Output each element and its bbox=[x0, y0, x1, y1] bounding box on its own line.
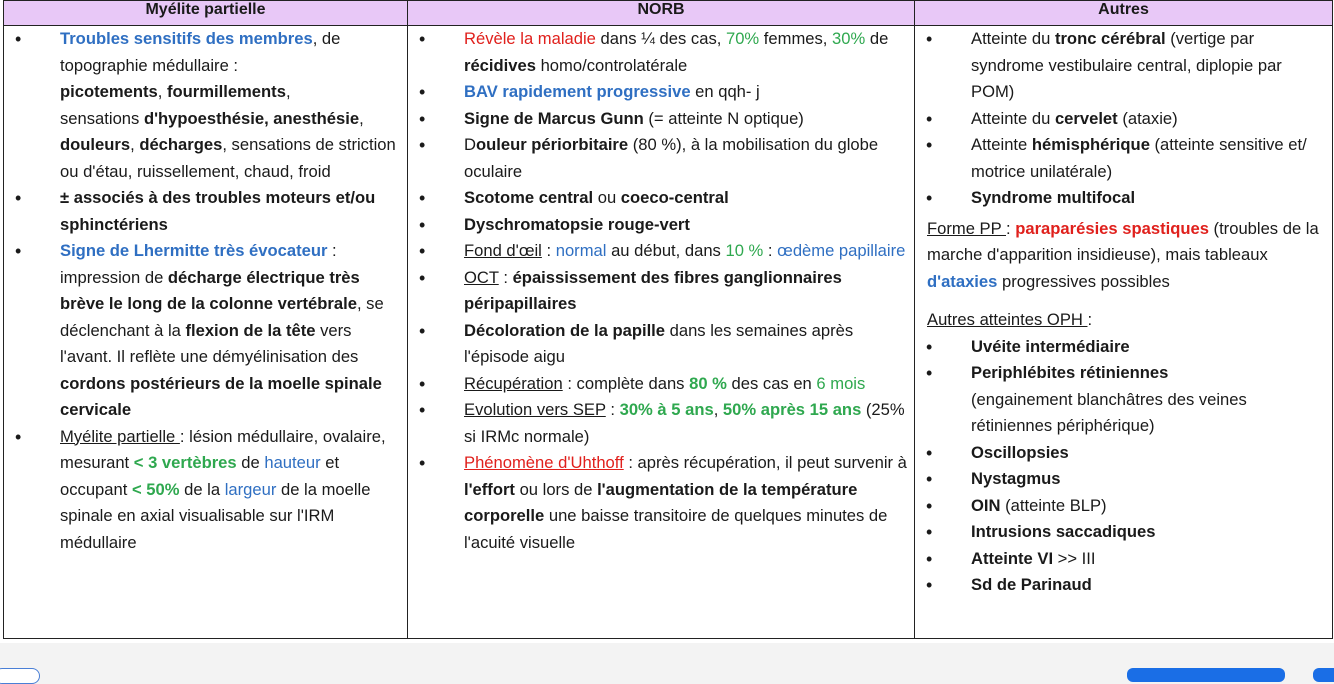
list-item bbox=[915, 106, 1326, 133]
item-text: Nystagmus bbox=[971, 469, 1061, 488]
left-outline-button[interactable] bbox=[0, 668, 40, 684]
item-text: largeur bbox=[224, 479, 277, 499]
item-text: de la bbox=[179, 479, 225, 499]
item-text: une baisse transitoire de quelques minutes de l'acuité visuelle bbox=[464, 506, 888, 552]
item-text: l'effort bbox=[464, 479, 515, 499]
item-text: : impression de bbox=[60, 241, 337, 287]
list-item bbox=[4, 424, 399, 557]
item-text: picotements bbox=[60, 82, 158, 101]
forme-pp-paragraph bbox=[915, 216, 1332, 296]
item-text: , de topographie médullaire : bbox=[60, 29, 341, 75]
column-myelite bbox=[4, 26, 408, 639]
item-text: , bbox=[130, 135, 140, 154]
list-item bbox=[915, 493, 1326, 520]
item-text: < 50% bbox=[131, 479, 180, 499]
list-item bbox=[4, 26, 399, 185]
list-item bbox=[408, 79, 908, 106]
item-text: et occupant bbox=[60, 453, 340, 499]
list-item bbox=[915, 546, 1326, 573]
item-text: , bbox=[713, 400, 723, 419]
oph-heading bbox=[915, 307, 1332, 334]
primary-button[interactable] bbox=[1127, 668, 1285, 682]
list-item bbox=[408, 132, 908, 185]
item-text: femmes, bbox=[759, 29, 833, 48]
item-text: : lésion médullaire, ovalaire, mesurant bbox=[60, 426, 386, 472]
list-item bbox=[4, 238, 399, 424]
item-text: dans les semaines après l'épisode aigu bbox=[464, 320, 854, 366]
item-text: Troubles sensitifs des membres bbox=[60, 29, 313, 48]
list-item bbox=[915, 572, 1326, 599]
item-text: Uvéite intermédiaire bbox=[971, 336, 1130, 356]
item-text: : bbox=[1087, 310, 1093, 329]
item-text: BAV rapidement progressive bbox=[464, 82, 691, 101]
list-item bbox=[408, 265, 908, 318]
header-autres: Autres bbox=[915, 1, 1333, 26]
column-norb bbox=[408, 26, 915, 639]
item-text: OIN bbox=[971, 495, 1001, 515]
item-text: , se déclenchant à la bbox=[60, 294, 384, 340]
list-item bbox=[408, 212, 908, 239]
item-text: (25% si IRMc normale) bbox=[464, 400, 905, 446]
item-text: Atteinte du bbox=[971, 29, 1055, 48]
item-text: Fond d'œil bbox=[464, 241, 542, 260]
item-text: 30% à 5 ans bbox=[619, 400, 714, 419]
item-text: œdème papillaire bbox=[777, 241, 906, 260]
item-text: dans ¼ des cas, bbox=[595, 29, 726, 48]
item-text: Dyschromatopsie rouge-vert bbox=[464, 214, 690, 234]
item-text: Syndrome multifocal bbox=[971, 188, 1136, 207]
item-text: flexion de la tête bbox=[185, 320, 316, 340]
list-item bbox=[408, 238, 908, 265]
item-text: 6 mois bbox=[816, 373, 866, 393]
item-text: : complète dans bbox=[562, 373, 690, 393]
item-text: Atteinte bbox=[971, 135, 1032, 154]
item-text: au début, dans bbox=[606, 241, 726, 260]
item-text: (engainement blanchâtres des veines rétiniennes périphérique) bbox=[971, 389, 1247, 435]
item-text: progressives possibles bbox=[997, 271, 1170, 291]
item-text: normal bbox=[555, 241, 607, 260]
item-text: Récupération bbox=[464, 373, 563, 393]
item-text: Intrusions saccadiques bbox=[971, 522, 1156, 541]
item-text: : après récupération, il peut survenir à bbox=[623, 453, 907, 472]
item-text: Signe de Marcus Gunn bbox=[464, 108, 644, 128]
item-text: Periphlébites rétiniennes bbox=[971, 363, 1169, 382]
item-text: : bbox=[763, 241, 778, 260]
item-text: Oscillopsies bbox=[971, 442, 1069, 462]
item-text: de bbox=[865, 29, 889, 48]
item-text: 70% bbox=[725, 29, 760, 48]
item-text: Evolution vers SEP bbox=[464, 400, 606, 419]
list-item bbox=[408, 397, 908, 450]
item-text: coeco-central bbox=[620, 188, 729, 207]
list-item bbox=[408, 185, 908, 212]
item-text: : bbox=[541, 241, 556, 260]
item-text: sensations bbox=[60, 108, 144, 128]
list-item bbox=[915, 519, 1326, 546]
item-text: Atteinte du bbox=[971, 108, 1055, 128]
header-row bbox=[4, 1, 1333, 26]
list-item bbox=[915, 360, 1326, 440]
item-text: Signe de Lhermitte très évocateur bbox=[60, 241, 328, 260]
item-text: Scotome central bbox=[464, 188, 594, 207]
list-item bbox=[408, 318, 908, 371]
item-text: ou lors de bbox=[514, 479, 598, 499]
item-text: Phénomène d'Uhthoff bbox=[464, 453, 624, 472]
list-item bbox=[915, 132, 1326, 185]
list-item bbox=[915, 26, 1326, 106]
list-item bbox=[915, 466, 1326, 493]
secondary-blue-button[interactable] bbox=[1313, 668, 1334, 682]
item-text: (troubles de la marche d'apparition insidieuse), mais tableaux bbox=[927, 218, 1319, 264]
item-text: , bbox=[157, 82, 167, 101]
item-text: Révèle la maladie bbox=[464, 29, 596, 48]
item-text: des cas en bbox=[726, 373, 817, 393]
item-text: : bbox=[498, 267, 513, 287]
item-text: (atteinte BLP) bbox=[1000, 495, 1107, 515]
item-text: décharge électrique très brève le long de la colonne vertébrale bbox=[60, 267, 360, 313]
item-text: de bbox=[236, 453, 265, 472]
item-text: ouleur périorbitaire bbox=[475, 135, 629, 154]
list-item bbox=[408, 106, 908, 133]
item-text: Atteinte VI bbox=[971, 548, 1054, 568]
item-text: , sensations de striction ou d'étau, ruissellement, chaud, froid bbox=[60, 135, 396, 181]
item-text: OCT bbox=[464, 267, 499, 287]
item-text: 50% après 15 ans bbox=[722, 400, 862, 419]
item-text: Myélite partielle bbox=[60, 426, 180, 446]
item-text: hauteur bbox=[264, 453, 321, 472]
list-item bbox=[4, 185, 399, 238]
list-item bbox=[408, 26, 908, 79]
item-text: < 3 vertèbres bbox=[133, 453, 237, 472]
item-text: vers l'avant. Il reflète une démyélinisation des bbox=[60, 320, 359, 366]
item-text: l'augmentation de la température corporelle bbox=[464, 479, 858, 525]
item-text: (vertige par syndrome vestibulaire central, diplopie par POM) bbox=[971, 29, 1282, 101]
item-text: : bbox=[605, 400, 620, 419]
item-text: D bbox=[464, 135, 476, 154]
item-text: tronc cérébral bbox=[1054, 29, 1166, 48]
item-text: (80 %), à la mobilisation du globe oculaire bbox=[464, 135, 879, 181]
list-item bbox=[408, 371, 908, 398]
item-text: cordons postérieurs de la moelle spinale cervicale bbox=[60, 373, 382, 419]
list-item bbox=[915, 334, 1326, 361]
item-text: d'hypoesthésie, anesthésie bbox=[143, 108, 360, 128]
comparison-table bbox=[3, 0, 1333, 639]
item-text: décharges bbox=[139, 135, 223, 154]
item-text: : bbox=[1006, 218, 1016, 238]
item-text: hémisphérique bbox=[1031, 135, 1150, 154]
item-text: Forme PP bbox=[927, 218, 1006, 238]
item-text: ou bbox=[593, 188, 621, 207]
item-text: de la moelle spinale en axial visualisable sur l'IRM médullaire bbox=[60, 479, 371, 552]
item-text: 10 % bbox=[725, 241, 764, 260]
item-text: (ataxie) bbox=[1117, 108, 1178, 128]
item-text: (atteinte sensitive et/ motrice unilatérale) bbox=[971, 135, 1307, 181]
item-text: récidives bbox=[464, 55, 536, 75]
item-text: d'ataxies bbox=[927, 271, 998, 291]
item-text: douleurs bbox=[60, 135, 131, 154]
item-text: Autres atteintes OPH bbox=[927, 310, 1088, 329]
item-text: en qqh- j bbox=[690, 82, 760, 101]
list-item bbox=[408, 450, 908, 556]
header-norb: NORB bbox=[408, 1, 915, 26]
item-text: (= atteinte N optique) bbox=[643, 108, 804, 128]
column-autres bbox=[915, 26, 1333, 639]
list-item bbox=[915, 440, 1326, 467]
item-text: ± associés à des troubles moteurs et/ou sphinctériens bbox=[60, 188, 376, 234]
item-text: Sd de Parinaud bbox=[971, 575, 1092, 594]
header-myelite: Myélite partielle bbox=[4, 1, 408, 26]
item-text: Décoloration de la papille bbox=[464, 320, 666, 340]
item-text: >> III bbox=[1053, 548, 1096, 568]
item-text: 80 % bbox=[689, 373, 727, 393]
item-text: épaississement des fibres ganglionnaires péripapillaires bbox=[464, 267, 842, 313]
item-text: fourmillements bbox=[166, 82, 286, 101]
item-text: , bbox=[359, 108, 364, 128]
item-text: cervelet bbox=[1054, 108, 1118, 128]
item-text: 30% bbox=[832, 29, 866, 48]
item-text: , bbox=[285, 82, 291, 101]
content-row bbox=[4, 26, 1333, 639]
item-text: homo/controlatérale bbox=[535, 55, 688, 75]
item-text: paraparésies spastiques bbox=[1015, 218, 1209, 238]
list-item bbox=[915, 185, 1326, 212]
